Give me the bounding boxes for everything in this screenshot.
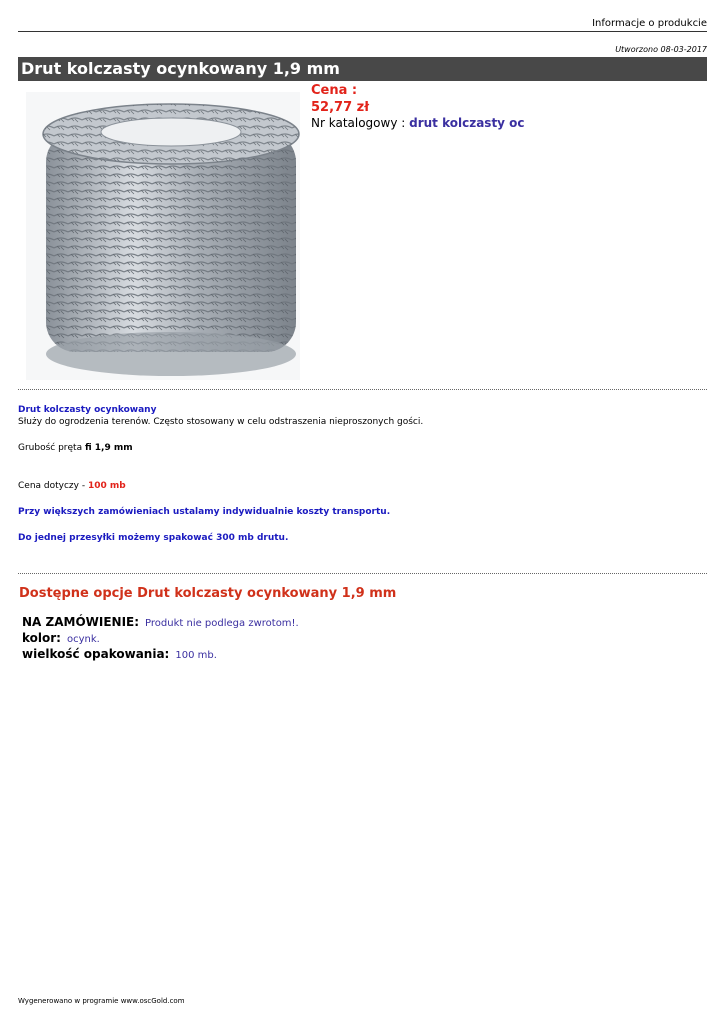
price-label: Cena : xyxy=(311,83,358,98)
price-value: 52,77 zł xyxy=(311,100,370,115)
product-title: Drut kolczasty ocynkowany 1,9 mm xyxy=(18,57,707,81)
option-value: 100 mb. xyxy=(175,650,217,661)
thickness-label: Grubość pręta xyxy=(18,443,85,453)
option-label: kolor: xyxy=(22,631,61,645)
option-value: Produkt nie podlega zwrotom!. xyxy=(145,618,299,629)
option-value: ocynk. xyxy=(66,634,100,645)
catalog-number xyxy=(311,116,525,130)
transport-note: Przy większych zamówieniach ustalamy indywidualnie koszty transportu. xyxy=(18,507,391,517)
header-divider xyxy=(18,31,707,32)
option-label: wielkość opakowania: xyxy=(22,647,170,661)
options-title: Dostępne opcje Drut kolczasty ocynkowany 1,9 mm xyxy=(19,586,397,601)
section-title: Informacje o produkcie xyxy=(592,18,707,29)
created-date: Utworzono 08-03-2017 xyxy=(615,45,707,54)
thickness-line xyxy=(18,443,133,453)
option-package-size xyxy=(22,647,217,661)
catalog-label: Nr katalogowy : xyxy=(311,116,406,130)
thickness-value: fi 1,9 mm xyxy=(84,443,133,453)
divider-dotted xyxy=(18,389,707,390)
divider-dotted-2 xyxy=(18,573,707,574)
product-image xyxy=(26,92,300,380)
shipment-note: Do jednej przesyłki możemy spakować 300 mb drutu. xyxy=(18,533,289,543)
price-applies-value: 100 mb xyxy=(87,481,126,491)
description-block xyxy=(18,404,423,428)
description-heading: Drut kolczasty ocynkowany xyxy=(18,405,157,415)
price-applies-label: Cena dotyczy - xyxy=(18,481,88,491)
option-color xyxy=(22,631,100,645)
price-applies-line xyxy=(18,481,126,491)
barbed-wire-coil-image xyxy=(26,92,300,380)
option-label: NA ZAMÓWIENIE: xyxy=(22,615,140,629)
catalog-value: drut kolczasty oc xyxy=(409,116,525,130)
footer-credit: Wygenerowano w programie www.osc​Gold.com xyxy=(18,997,185,1005)
description-text: Służy do ogrodzenia terenów. Często stosowany w celu odstraszenia nieproszonych gości. xyxy=(18,417,424,427)
option-order xyxy=(22,615,299,629)
